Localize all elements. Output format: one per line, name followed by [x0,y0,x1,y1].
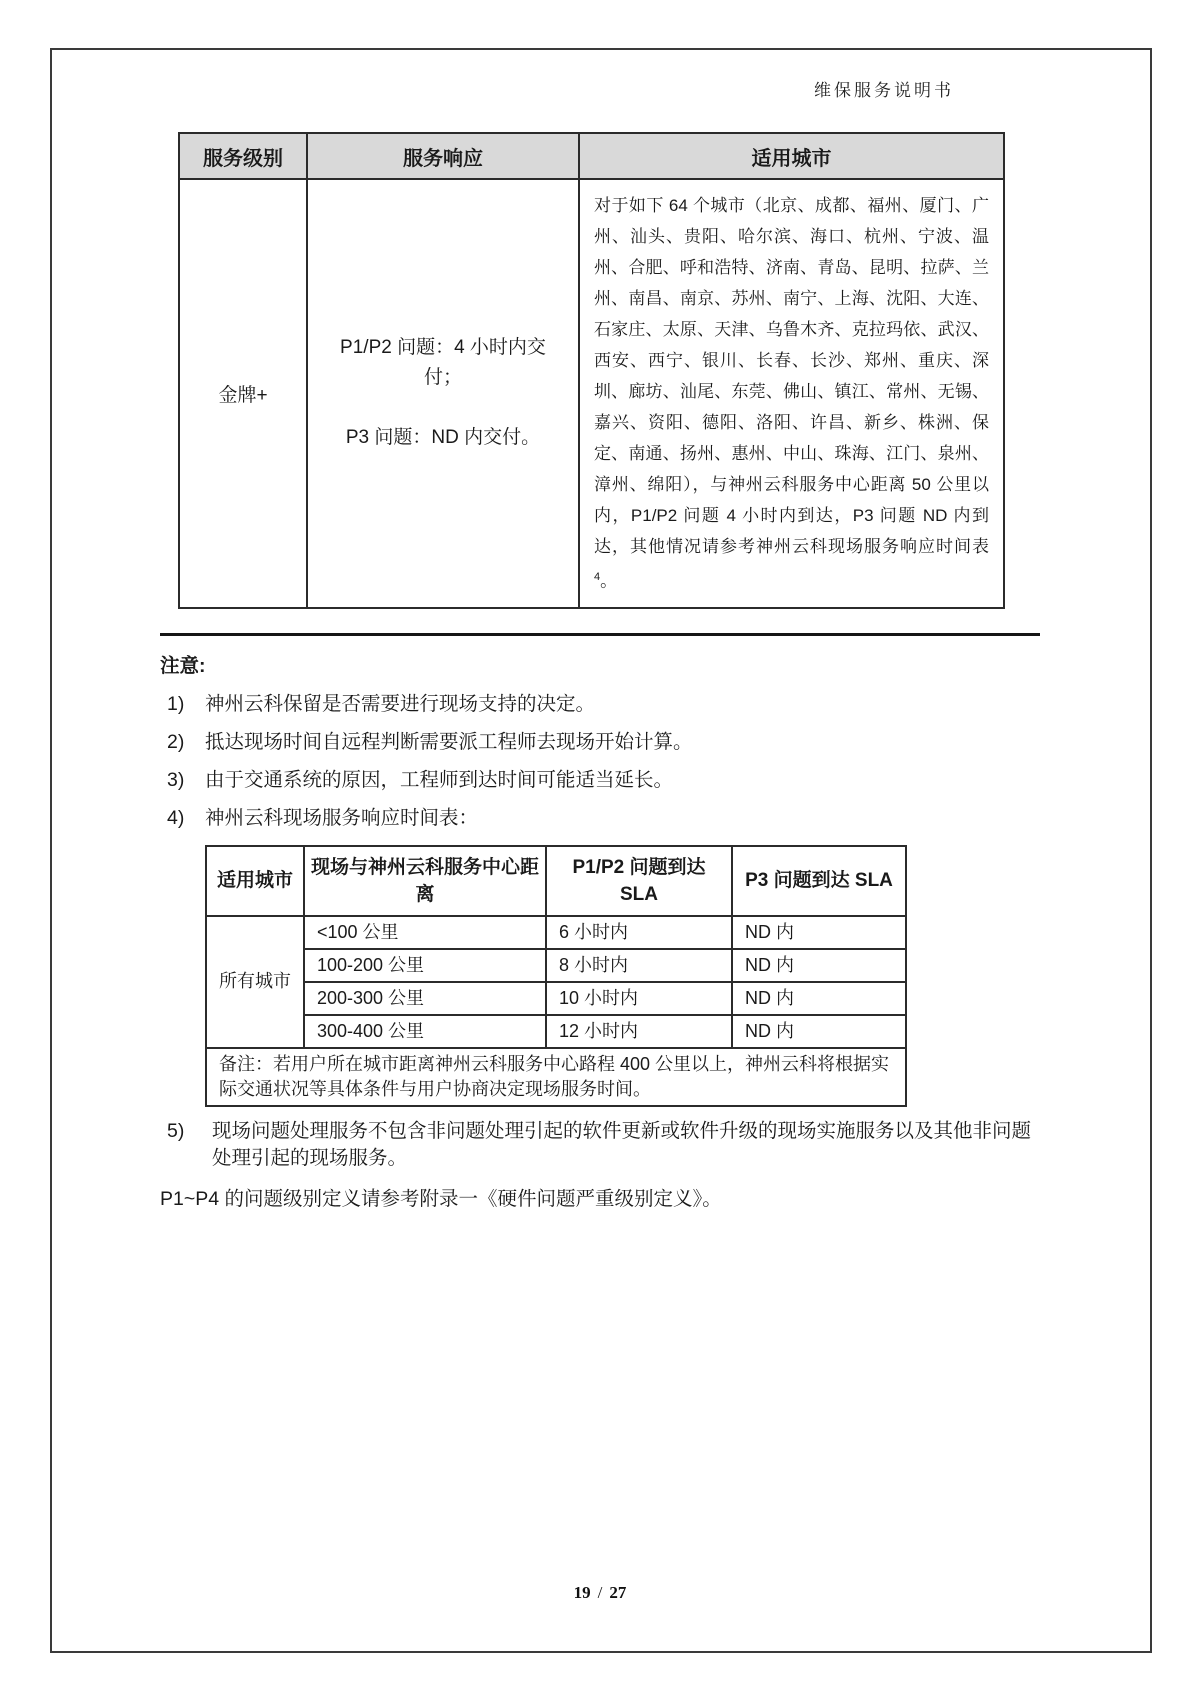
col-header-p3-sla: P3 问题到达 SLA [732,846,906,916]
service-response-cell [307,179,579,608]
response-time-table [205,845,907,1107]
note-number: 3) [167,768,185,791]
applicable-cities-cell [579,179,1004,608]
table-row [206,982,906,1015]
p12-sla-cell: 10 小时内 [546,982,732,1015]
p3-sla-cell: ND 内 [732,916,906,949]
response-p3-text: P3 问题：ND 内交付。 [345,427,541,449]
page-separator: / [597,1583,603,1602]
service-level-table [178,132,1005,609]
notes-heading: 注意: [160,654,206,677]
note-item-4 [160,805,1045,832]
note-number: 5) [167,1119,185,1142]
note-number: 4) [167,806,185,829]
service-level-cell: 金牌+ [179,179,307,608]
col-header-service-level: 服务级别 [179,133,307,179]
page-number [0,1583,1200,1603]
col-header-applicable-cities: 适用城市 [579,133,1004,179]
doc-header-title: 维保服务说明书 [814,81,954,100]
page-content [160,132,1045,1213]
note-text: 神州云科保留是否需要进行现场支持的决定。 [205,692,596,715]
p3-sla-cell: ND 内 [732,949,906,982]
closing-paragraph: P1~P4 的问题级别定义请参考附录一《硬件问题严重级别定义》。 [160,1187,722,1210]
note-text: 抵达现场时间自远程判断需要派工程师去现场开始计算。 [205,730,693,753]
table-row [206,916,906,949]
service-table-row [179,179,1004,608]
distance-cell: 100-200 公里 [304,949,546,982]
col-header-distance: 现场与神州云科服务中心距离 [304,846,546,916]
page-total: 27 [609,1583,627,1602]
table-row [206,949,906,982]
p3-sla-cell: ND 内 [732,1015,906,1048]
note-item-5 [160,1118,1045,1172]
note-number: 1) [167,692,185,715]
table-remark: 备注：若用户所在城市距离神州云科服务中心路程 400 公里以上，神州云科将根据实际交通状况等具体条件与用户协商决定现场服务时间。 [206,1048,906,1106]
note-text: 现场问题处理服务不包含非问题处理引起的软件更新或软件升级的现场实施服务以及其他非问题处理引起的现场服务。 [212,1119,1032,1169]
p3-sla-cell: ND 内 [732,982,906,1015]
note-text: 由于交通系统的原因，工程师到达时间可能适当延长。 [205,768,674,791]
all-cities-cell: 所有城市 [206,916,304,1048]
distance-cell: 200-300 公里 [304,982,546,1015]
p12-sla-cell: 12 小时内 [546,1015,732,1048]
col-header-city: 适用城市 [206,846,304,916]
response-table-header-row [206,846,906,916]
col-header-service-response: 服务响应 [307,133,579,179]
service-table-header-row [179,133,1004,179]
footnote-reference: 4 [594,571,601,583]
p12-sla-cell: 6 小时内 [546,916,732,949]
note-text: 神州云科现场服务响应时间表： [205,806,479,829]
note-item-1 [160,691,1045,718]
cities-suffix: 。 [600,571,618,591]
note-number: 2) [167,730,185,753]
section-divider [160,633,1040,636]
table-remark-row [206,1048,906,1106]
distance-cell: 300-400 公里 [304,1015,546,1048]
table-row [206,1015,906,1048]
note-item-3 [160,767,1045,794]
response-p12-text: P1/P2 问题：4 小时内交付； [340,337,546,389]
page-current: 19 [573,1583,591,1602]
col-header-p12-sla: P1/P2 问题到达 SLA [546,846,732,916]
cities-text: 对于如下 64 个城市（北京、成都、福州、厦门、广州、汕头、贵阳、哈尔滨、海口、杭州、宁波、温州、合肥、呼和浩特、济南、青岛、昆明、拉萨、兰州、南昌、南京、苏州、南宁、上海、沈阳、大连、石家庄、太原、天津、乌鲁木齐、克拉玛依、武汉、西安、西宁、银川、长春、长沙、郑州、重庆、深圳、廊坊、汕尾、东莞、佛山、镇江、常州、无锡、嘉兴、资阳、德阳、洛阳、许昌、新乡、株洲、保定、南通、扬州、惠州、中山、珠海、江门、泉州、漳州、绵阳），与神州云科服务中心距离 50 公里以内，P1/P2 问题 4 小时内到达，P3 问题 ND 内到达，其他情况请参考神州云科现场服务响应时间表 [594,196,989,556]
note-item-2 [160,729,1045,756]
distance-cell: <100 公里 [304,916,546,949]
p12-sla-cell: 8 小时内 [546,949,732,982]
